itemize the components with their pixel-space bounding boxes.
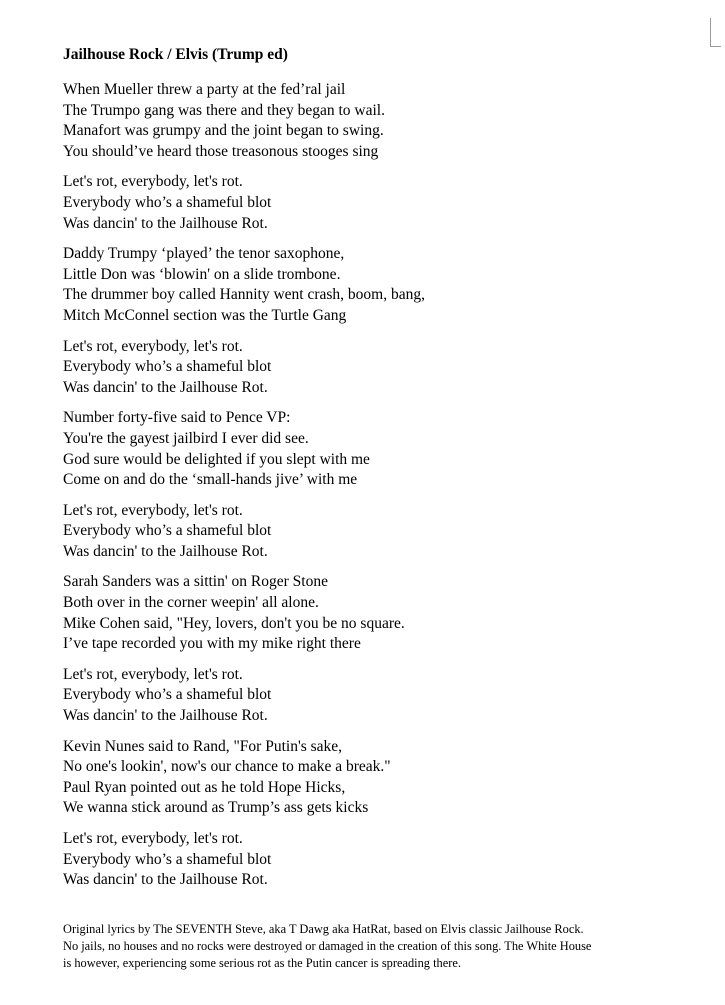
footnote-line: No jails, no houses and no rocks were destroyed or damaged in the creation of this song. The White House: [63, 939, 592, 953]
page-corner-mark: [710, 18, 721, 47]
lyric-line: Was dancin' to the Jailhouse Rot.: [63, 707, 268, 725]
lyric-line: Let's rot, everybody, let's rot.: [63, 665, 243, 683]
lyric-line: Daddy Trumpy ‘played’ the tenor saxophone,: [63, 245, 345, 263]
lyric-line: Everybody who’s a shameful blot: [63, 686, 272, 704]
footnote: [63, 921, 713, 972]
lyric-line: You're the gayest jailbird I ever did see.: [63, 429, 309, 447]
lyric-line: Little Don was ‘blowin' on a slide trombone.: [63, 265, 341, 283]
stanza: [63, 244, 713, 326]
lyrics: [63, 80, 713, 891]
document-page: [63, 45, 713, 901]
lyric-line: Let's rot, everybody, let's rot.: [63, 173, 243, 191]
lyric-line: Was dancin' to the Jailhouse Rot.: [63, 378, 268, 396]
lyric-line: The Trumpo gang was there and they began to wail.: [63, 101, 385, 119]
footnote-line: Original lyrics by The SEVENTH Steve, aka T Dawg aka HatRat, based on Elvis classic Jailhouse Rock.: [63, 922, 584, 936]
stanza: [63, 572, 713, 654]
lyric-line: When Mueller threw a party at the fed’ral jail: [63, 81, 346, 98]
lyric-line: Come on and do the ‘small-hands jive’ with me: [63, 471, 358, 489]
lyric-line: Everybody who’s a shameful blot: [63, 358, 272, 376]
lyric-line: Let's rot, everybody, let's rot.: [63, 830, 243, 847]
lyric-line: We wanna stick around as Trump’s ass gets kicks: [63, 799, 369, 817]
lyric-line: Was dancin' to the Jailhouse Rot.: [63, 214, 268, 232]
stanza: [63, 737, 713, 819]
stanza: [63, 829, 713, 891]
lyric-line: Was dancin' to the Jailhouse Rot.: [63, 871, 268, 889]
lyric-line: Let's rot, everybody, let's rot.: [63, 501, 243, 519]
lyric-line: Sarah Sanders was a sittin' on Roger Stone: [63, 573, 328, 591]
stanza: [63, 501, 713, 563]
lyric-line: The drummer boy called Hannity went crash, boom, bang,: [63, 286, 425, 304]
lyric-line: Paul Ryan pointed out as he told Hope Hicks,: [63, 778, 346, 796]
stanza: [63, 172, 713, 234]
lyric-line: You should’ve heard those treasonous stooges sing: [63, 142, 379, 160]
lyric-line: I’ve tape recorded you with my mike right there: [63, 635, 361, 653]
lyric-line: Kevin Nunes said to Rand, "For Putin's sake,: [63, 737, 343, 755]
lyric-line: Manafort was grumpy and the joint began to swing.: [63, 122, 384, 140]
song-title: Jailhouse Rock / Elvis (Trump ed): [63, 46, 288, 63]
lyric-line: Mitch McConnel section was the Turtle Gang: [63, 306, 347, 324]
lyric-line: Number forty-five said to Pence VP:: [63, 409, 291, 427]
stanza: [63, 337, 713, 399]
stanza: [63, 408, 713, 490]
lyric-line: Let's rot, everybody, let's rot.: [63, 337, 243, 355]
stanza: [63, 665, 713, 727]
lyric-line: Everybody who’s a shameful blot: [63, 522, 272, 540]
lyric-line: Everybody who’s a shameful blot: [63, 850, 272, 868]
stanza: [63, 80, 713, 162]
lyric-line: No one's lookin', now's our chance to make a break.": [63, 758, 391, 776]
lyric-line: Both over in the corner weepin' all alone.: [63, 594, 319, 612]
footnote-line: is however, experiencing some serious rot as the Putin cancer is spreading there.: [63, 956, 461, 970]
lyric-line: Everybody who’s a shameful blot: [63, 193, 272, 211]
lyric-line: God sure would be delighted if you slept with me: [63, 450, 370, 468]
lyric-line: Was dancin' to the Jailhouse Rot.: [63, 542, 268, 560]
lyric-line: Mike Cohen said, "Hey, lovers, don't you be no square.: [63, 614, 405, 632]
